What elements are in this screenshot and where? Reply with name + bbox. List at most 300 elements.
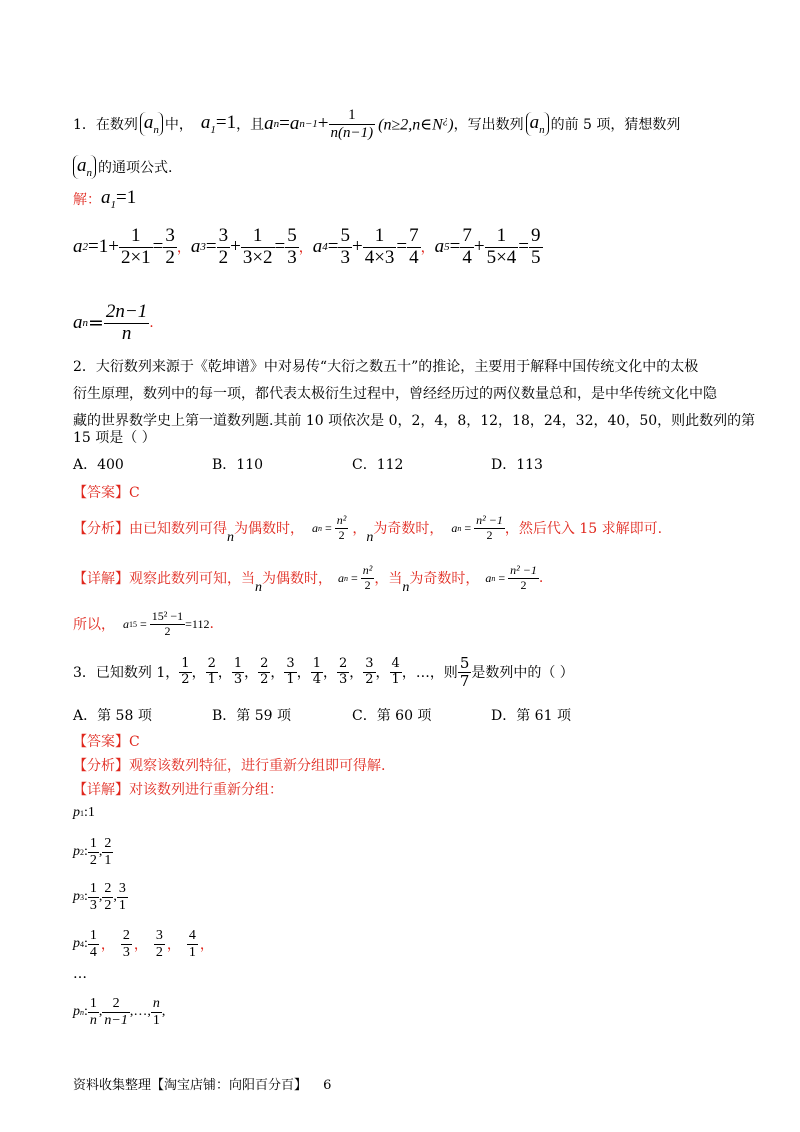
q3-group-pn: p n : $\frac{1}{n}$ , $\frac{2}{n-1}$ ,…, $\frac{n}{1}$ , — [73, 996, 166, 1028]
q2-odd-eq: = — [464, 520, 472, 535]
q3-seq-frac-den: 4 — [312, 671, 321, 687]
q3-group-p1 — [73, 805, 95, 821]
q3-p4-f1-n: 1 — [89, 928, 97, 944]
q3-seq-frac — [232, 657, 244, 687]
sol1-a5-fden: 5×4 — [486, 246, 517, 268]
sol1-a4-fnum: 1 — [363, 226, 397, 248]
q2-analysis-n2: n — [366, 530, 374, 545]
q2-line1-text: 大衍数列来源于《乾坤谱》中对易传“大衍之数五十”的推论，主要用于解释中国传统文化中的太极 — [95, 359, 699, 375]
q3-p2-f1-d: 2 — [89, 852, 97, 868]
sol1-a2 — [73, 226, 177, 269]
q3-p4-f2-n: 2 — [122, 928, 130, 944]
q2-detail-odd — [485, 564, 538, 591]
q2-analysis-even — [312, 514, 348, 541]
sol1-a1 — [101, 187, 136, 211]
sol1-a4-pnum: 5 — [340, 224, 350, 246]
sol1-a5-plus: + — [473, 236, 485, 257]
q3-text-b: 是数列中的（ ） — [471, 665, 574, 681]
sol1-sep2: ， — [298, 240, 313, 256]
q3-detail-label: 【详解】 — [73, 782, 129, 798]
q3-seq-frac-num: 1 — [181, 656, 190, 672]
q3-seq-frac-num: 3 — [286, 656, 295, 672]
q3-seq-frac-den: 3 — [338, 671, 348, 687]
footer — [73, 1074, 331, 1093]
sol1-a5-rnum: 9 — [531, 224, 541, 246]
q3-pn-f2-n: 2 — [102, 996, 129, 1012]
q3-answer-value: C — [129, 734, 140, 750]
q3-p4-f2 — [121, 928, 132, 960]
q2-a15-eq: = — [140, 616, 147, 631]
q3-p3-f2-n: 2 — [104, 881, 112, 897]
q1-domain-text: (n≥2,n∈N — [378, 116, 443, 134]
q3-seq-comma: ， — [375, 665, 390, 681]
sol1-a3-pden: 2 — [218, 246, 229, 268]
q3-p4: p — [73, 936, 80, 951]
q2-even-sub: n — [318, 523, 322, 533]
q2-answer-label: 【答案】 — [73, 485, 129, 501]
q3-pn-f2 — [102, 996, 129, 1028]
q3-target-d: 7 — [459, 671, 470, 690]
sol1-a2-result — [163, 226, 177, 269]
q2-line3: 藏的世界数学史上第一道数列题.其前 10 项依次是 0，2，4，8，12，18，24，32，40，50，则此数列的第 — [73, 413, 756, 429]
q1-rec-den: n(n−1) — [330, 124, 374, 141]
q3-seq-frac — [284, 657, 296, 687]
q1-number: 1． — [73, 117, 96, 133]
q3-pn-f2-d: n−1 — [104, 1012, 128, 1028]
q1-cond-sub: 1 — [210, 123, 216, 136]
q3-seq-frac-den: 2 — [365, 671, 374, 687]
q2-odd-a: a — [451, 520, 458, 535]
q3-option-b: B．第 59 项 — [212, 708, 292, 724]
sol1-a3-a: a — [190, 236, 201, 257]
q2-detail-even — [338, 564, 374, 591]
sol1-a4-expr: = — [327, 236, 339, 257]
sol1-a3-rden: 3 — [287, 246, 297, 268]
q3-dots: …，则 — [415, 665, 458, 681]
q3-seq-comma: ， — [322, 665, 337, 681]
sol1-general-a: a — [73, 312, 83, 333]
q3-p1-content: 1 — [87, 805, 95, 820]
sol1-a2-eq: = — [152, 236, 164, 257]
q3-seq-frac-den: 2 — [181, 671, 190, 687]
sol1-a5-frac — [485, 226, 519, 269]
q1-seq3 — [73, 155, 96, 179]
q2-line2: 衍生原理，数列中的每一项，都代表太极衍生过程中，曾经经历过的两仪数量总和，是中华传统文化中隐 — [73, 386, 717, 402]
q3-group-p4: p 4 : $\frac{1}{4}$ ， $\frac{2}{3}$ ， $\frac{3}{2}$ ， $\frac{4}{1}$ ， — [73, 928, 214, 960]
q3-analysis-text: 观察该数列特征，进行重新分组即可得解. — [129, 758, 386, 774]
q2-analysis-comma: ， — [352, 521, 367, 537]
sol1-a4-prev — [338, 226, 352, 269]
q2-option-a: A．400 — [73, 457, 124, 473]
q3-text-a: 已知数列 1， — [95, 665, 180, 681]
sol1-terms — [73, 222, 543, 272]
q3-seq-frac-num: 4 — [391, 656, 400, 672]
q3-p3-f2-d: 2 — [104, 897, 112, 913]
sol1-a5-pnum: 7 — [462, 224, 472, 246]
q2-detail-even-a: a — [338, 570, 344, 585]
q1-text-b: 中， — [164, 117, 193, 133]
sol1-a3-plus: + — [230, 236, 241, 257]
q2-answer-value: C — [129, 485, 140, 501]
q3-seq-frac-num: 1 — [233, 656, 243, 672]
q3-p3-f3-n: 3 — [118, 881, 126, 897]
q2-detail-end: . — [538, 570, 544, 586]
q1-recurrence — [264, 107, 375, 141]
q3-p3-f2 — [102, 881, 113, 913]
sol1-a4-a: a — [312, 236, 323, 257]
q3-seq-frac-num: 2 — [338, 656, 348, 672]
sol1-a3-frac — [241, 226, 275, 269]
q2-detail-label: 【详解】 — [73, 571, 129, 587]
q3-p2: p — [73, 844, 80, 859]
sol1-a5-eq: = — [518, 236, 529, 257]
q3-seq-comma: ， — [296, 665, 311, 681]
q1-text-c: ，且 — [236, 117, 265, 133]
q2-a15 — [123, 610, 209, 637]
sol1-a2-a: a — [73, 236, 83, 257]
q3-p2-f2-d: 1 — [104, 852, 112, 868]
sol1-a3-result — [285, 226, 299, 269]
q3-p1-colon: : — [84, 805, 88, 820]
q3-analysis — [73, 755, 385, 775]
sol1-sep3: ， — [420, 240, 435, 256]
q1-text-e: 的前 5 项，猜想数列 — [550, 117, 681, 133]
q3-seq-comma: ， — [244, 665, 259, 681]
sol1-a5 — [435, 226, 543, 269]
q3-ellipsis: … — [73, 966, 87, 982]
sol1-a2-fden: 2×1 — [120, 246, 151, 268]
sol1-a4-rden: 4 — [409, 246, 419, 268]
q3-p2-f2 — [102, 836, 113, 868]
q3-target-n: 5 — [459, 654, 470, 672]
sol1-a4-frac — [363, 226, 397, 269]
sol1-a3-eq: = — [274, 236, 286, 257]
sol1-a2-sub: 2 — [82, 241, 88, 253]
q1-cond-a: a — [200, 112, 211, 134]
q3-p3-sub: 3 — [80, 892, 84, 902]
q2-option-c: C．112 — [352, 457, 404, 473]
q3-p2-f2-n: 2 — [104, 836, 112, 852]
q3-option-a: A．第 58 项 — [73, 708, 152, 724]
q3-seq-comma: ， — [401, 665, 416, 681]
q3-pn-f3-d: 1 — [152, 1012, 160, 1028]
q2-number: 2． — [73, 359, 96, 375]
q2-detail-odd-frac — [508, 564, 539, 591]
q3-seq-frac — [337, 657, 349, 687]
sol1-a5-pden: 4 — [462, 246, 472, 268]
q2-detail-even-frac — [361, 564, 375, 591]
q2-even-den: 2 — [338, 527, 345, 542]
q3-p3: p — [73, 889, 80, 904]
q3-target-frac — [458, 655, 472, 689]
q3-seq-frac-den: 1 — [391, 671, 400, 687]
q1-domain-sup: ¿ — [442, 113, 449, 126]
sol1-a1-a: a — [101, 187, 111, 209]
footer-text: 资料收集整理【淘宝店铺：向阳百分百】 — [73, 1078, 308, 1093]
q2-detail-even-eq: = — [351, 570, 358, 585]
q1-cond — [201, 112, 236, 136]
q1-cond-val: =1 — [215, 112, 237, 134]
q2-a15-a: a — [123, 616, 129, 631]
q3-p4-f3 — [154, 928, 165, 960]
q2-analysis-a: 由已知数列可得 — [129, 521, 227, 537]
q3-seq-frac — [179, 657, 191, 687]
q3-option-c: C．第 60 项 — [352, 708, 432, 724]
q3-number: 3． — [73, 665, 96, 681]
q2-detail-odd-sub: n — [491, 573, 496, 583]
q3-seq-frac-den: 1 — [286, 671, 295, 687]
sol1-a4-plus: + — [351, 236, 363, 257]
q2-detail-n1: n — [255, 580, 262, 595]
q2-detail-b: 为偶数时， — [262, 571, 332, 587]
q1-rec-lhs: a — [264, 113, 274, 134]
q3-p4-f1-d: 4 — [89, 944, 97, 960]
q2-detail-c: ，当 — [374, 571, 403, 587]
q3-p3-f1-d: 3 — [89, 897, 97, 913]
q2-detail-d: 为奇数时， — [409, 571, 480, 587]
sol1-a2-rnum: 3 — [165, 224, 175, 246]
q3-seq-frac — [311, 657, 323, 687]
q3-pn-f1-d: n — [89, 1012, 97, 1028]
q3-seq-frac — [363, 657, 375, 687]
q3-option-d: D．第 61 项 — [491, 708, 571, 724]
q3-seq-frac-den: 1 — [207, 671, 216, 687]
q2-conclusion — [73, 604, 214, 644]
q3-answer-label: 【答案】 — [73, 734, 129, 750]
sol1-a5-sub: 5 — [444, 241, 450, 253]
q2-detail-a: 观察此数列可知，当 — [129, 571, 255, 587]
q1-line2-text: 的通项公式. — [98, 160, 173, 176]
q2-even-a: a — [312, 520, 318, 535]
q3-p3-f3-d: 1 — [118, 897, 126, 913]
q3-seq-frac — [390, 657, 402, 687]
q2-analysis-d: ，然后代入 15 求解即可. — [504, 521, 663, 537]
page-number: 6 — [323, 1078, 332, 1093]
sol1-a3 — [191, 226, 299, 269]
q2-analysis — [73, 506, 662, 550]
sol1-a2-expr: =1+ — [88, 236, 119, 257]
sol1-a4 — [313, 226, 421, 269]
q2-detail-odd-num: n² −1 — [510, 563, 537, 578]
q3-p3-colon: : — [84, 889, 88, 904]
q3-pn-f1-n: 1 — [89, 996, 97, 1012]
sol1-a3-fden: 3×2 — [242, 246, 273, 268]
q1-seq2 — [526, 112, 549, 136]
q1-rec-a-sub: n−1 — [299, 118, 318, 130]
q1-rec-lhs-sub: n — [273, 118, 280, 130]
q2-detail-even-sub: n — [344, 573, 348, 583]
sol1-a5-expr: = — [449, 236, 461, 257]
sol1-general-end: . — [149, 315, 154, 331]
sol1-a4-eq: = — [396, 236, 408, 257]
q1-domain — [378, 114, 453, 134]
q3-seq-frac-den: 3 — [233, 671, 243, 687]
q1-seq3-a: a — [77, 155, 87, 177]
q3-p4-colon: : — [84, 936, 88, 951]
q3-p2-colon: : — [84, 844, 88, 859]
q3-p2-sub: 2 — [80, 847, 84, 857]
q3-sequence-fracs — [179, 657, 416, 687]
q3-p2-f1-n: 1 — [89, 836, 97, 852]
q3-p3-f3 — [117, 881, 128, 913]
q2-so: 所以， — [73, 617, 115, 633]
q2-a15-sub: 15 — [129, 619, 137, 629]
sol1-a5-result — [529, 226, 543, 269]
q2-line4: 15 项是（ ） — [73, 430, 156, 446]
q3-seq-comma: ， — [349, 665, 364, 681]
q2-detail-n2: n — [402, 580, 410, 595]
q2-odd-num: n² −1 — [476, 513, 503, 528]
q1-text-a: 在数列 — [95, 117, 138, 133]
q2-even-eq: = — [325, 520, 332, 535]
sol1-general-frac — [104, 302, 149, 345]
q3-pn: p — [73, 1004, 80, 1019]
q3-p4-sub: 4 — [80, 939, 84, 949]
q3-p4-f1 — [88, 928, 99, 960]
q3-group-p3: p 3 : $\frac{1}{3}$ , $\frac{2}{2}$ , $\frac{3}{1}$ — [73, 881, 126, 913]
q3-seq-comma: ， — [270, 665, 285, 681]
q3-detail-text: 对该数列进行重新分组： — [129, 782, 283, 798]
sol1-general-den: n — [121, 322, 132, 344]
q2-line1 — [73, 356, 698, 376]
q3-p4-f4-n: 4 — [188, 928, 196, 944]
q3-seq-comma: ， — [191, 665, 206, 681]
sol1-a2-rden: 2 — [165, 246, 175, 268]
q2-a15-frac — [150, 610, 185, 637]
sol1-a5-rden: 5 — [531, 246, 541, 268]
q3-seq-frac-den: 2 — [260, 671, 269, 687]
q1-seq-a: a — [143, 112, 154, 134]
q3-p4-f3-n: 3 — [155, 928, 163, 944]
sol1-a2-frac — [119, 226, 153, 269]
sol1-a3-prev — [217, 226, 231, 269]
q1-text-d: ，写出数列 — [453, 117, 524, 133]
q2-even-frac — [335, 514, 349, 541]
q2-detail-odd-eq: = — [498, 570, 506, 585]
sol1-a3-expr: = — [205, 236, 217, 257]
q1-line1 — [73, 106, 680, 142]
sol1-label-line — [73, 186, 136, 212]
q1-rec-num: 1 — [329, 107, 376, 125]
q1-rec-a: a — [289, 113, 300, 134]
sol1-a1-val: =1 — [116, 187, 137, 209]
q3-detail — [73, 779, 283, 799]
sol1-a3-rnum: 5 — [287, 224, 297, 246]
sol1-a3-pnum: 3 — [218, 224, 229, 246]
q3-seq-frac-num: 2 — [260, 656, 269, 672]
q2-analysis-c: 为奇数时， — [373, 521, 444, 537]
q3-p2-f1 — [88, 836, 99, 868]
q2-a15-den: 2 — [164, 623, 171, 638]
q3-line1 — [73, 652, 574, 692]
q3-pn-f1 — [88, 996, 99, 1028]
sol1-label: 解： — [73, 192, 101, 208]
q3-seq-frac-num: 1 — [312, 656, 321, 672]
q3-seq-frac — [258, 657, 270, 687]
q2-analysis-b: 为偶数时， — [234, 521, 304, 537]
q3-pn-sub: n — [80, 1007, 84, 1017]
q1-domain-close: ) — [448, 116, 454, 134]
sol1-a5-a: a — [434, 236, 445, 257]
sol1-general-sub: n — [82, 317, 88, 329]
sol1-general-eq: = — [88, 312, 104, 334]
q1-seq2-a: a — [529, 112, 540, 134]
sol1-a4-fden: 4×3 — [364, 246, 395, 268]
q3-p4-f3-d: 2 — [155, 944, 163, 960]
q3-pn-mid: ,…, — [129, 1004, 151, 1019]
q2-a15-num: 15² −1 — [151, 609, 184, 624]
q3-pn-f3-n: n — [152, 996, 160, 1012]
sol1-a3-fnum: 1 — [241, 226, 275, 248]
sol1-a4-rnum: 7 — [409, 224, 419, 246]
q2-detail-odd-a: a — [485, 570, 492, 585]
sol1-a2-fnum: 1 — [119, 226, 153, 248]
q2-detail-even-den: 2 — [364, 577, 371, 592]
q3-seq-frac-num: 3 — [365, 656, 374, 672]
q3-p1: p — [73, 805, 80, 820]
sol1-a1-sub: 1 — [110, 198, 116, 211]
q1-seq — [140, 112, 163, 136]
q3-p3-f1-n: 1 — [89, 881, 97, 897]
q2-detail — [73, 556, 543, 600]
sol1-a5-prev — [460, 226, 474, 269]
q2-odd-den: 2 — [486, 527, 493, 542]
q1-seq-sub: n — [153, 123, 159, 136]
sol1-a4-result — [407, 226, 421, 269]
q2-odd-sub: n — [457, 523, 462, 533]
q2-detail-even-num: n² — [362, 563, 373, 578]
q2-detail-odd-den: 2 — [520, 577, 527, 592]
q2-a15-end: . — [209, 616, 214, 632]
q2-option-b: B．110 — [212, 457, 264, 473]
sol1-general — [73, 298, 154, 348]
sol1-a4-sub: 4 — [322, 241, 328, 253]
q3-p4-f4 — [187, 928, 198, 960]
q3-seq-frac-num: 2 — [207, 656, 216, 672]
q3-p3-f1 — [88, 881, 99, 913]
q1-rec-frac — [329, 107, 376, 141]
q3-pn-colon: : — [84, 1004, 88, 1019]
q2-analysis-n1: n — [227, 530, 234, 545]
q1-rec-plus: + — [317, 113, 329, 134]
q3-p4-f4-d: 1 — [188, 944, 196, 960]
sol1-a4-pden: 3 — [340, 246, 350, 268]
q3-group-p2: p 2 : $\frac{1}{2}$ , $\frac{2}{1}$ — [73, 836, 112, 868]
q1-seq3-sub: n — [86, 166, 92, 179]
sol1-a5-fnum: 1 — [485, 226, 519, 248]
q3-p4-f2-d: 3 — [122, 944, 130, 960]
q2-analysis-odd — [451, 514, 504, 541]
q3-pn-end: , — [161, 1004, 166, 1019]
q1-seq2-sub: n — [539, 123, 545, 136]
q3-seq-comma: ， — [217, 665, 232, 681]
q3-answer — [73, 731, 140, 751]
q2-even-num: n² — [336, 513, 347, 528]
q3-pn-f3 — [151, 996, 162, 1028]
q2-analysis-label: 【分析】 — [73, 521, 129, 537]
q1-line2 — [73, 154, 172, 180]
q2-a15-val: =112 — [185, 616, 210, 631]
q2-option-d: D．113 — [491, 457, 543, 473]
q3-p1-sub: 1 — [80, 808, 84, 818]
q2-answer — [73, 482, 140, 502]
sol1-general-num: 2n−1 — [105, 300, 148, 322]
q3-seq-frac — [206, 657, 218, 687]
sol1-sep1: ， — [176, 240, 191, 256]
q2-odd-frac — [474, 514, 505, 541]
q3-analysis-label: 【分析】 — [73, 758, 129, 774]
q1-rec-eq: = — [279, 113, 290, 134]
